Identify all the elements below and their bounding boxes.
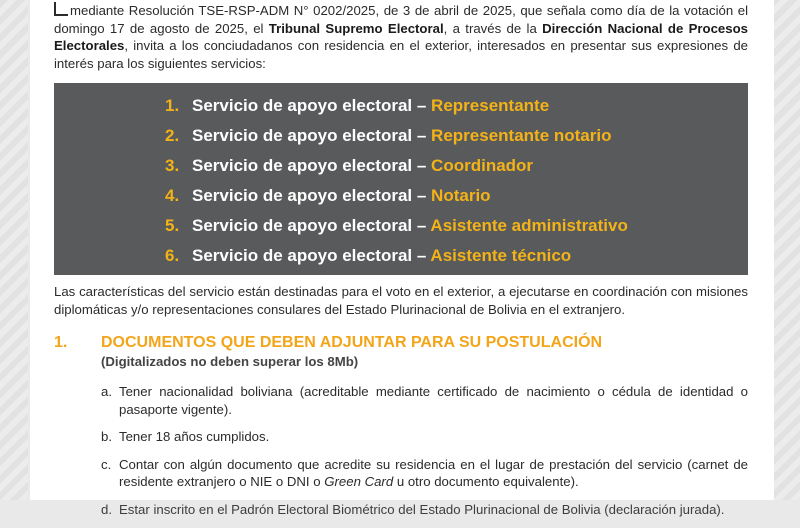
service-item: 5. Servicio de apoyo electoral – Asistente administrativo — [165, 216, 628, 235]
service-item: 2. Servicio de apoyo electoral – Representante notario — [165, 126, 612, 145]
section-number: 1. — [54, 334, 68, 351]
drop-cap — [54, 2, 68, 16]
services-description: Las características del servicio están destinadas para el voto en el exterior, a ejecutarse en coordinación con misiones diplomáticas y/o representaciones consulares del Estado Plurinacional de Bolivia en el extranjero. — [54, 284, 748, 317]
page-border-left — [0, 0, 28, 500]
section-title: DOCUMENTOS QUE DEBEN ADJUNTAR PARA SU POSTULACIÓN — [101, 334, 603, 351]
service-item: 3. Servicio de apoyo electoral – Coordinador — [165, 156, 534, 175]
list-item: b. Tener 18 años cumplidos. — [101, 429, 270, 444]
intro-bold-dnpe: Dirección Nacional de Procesos Electorales — [54, 20, 748, 53]
page-border-right — [772, 0, 800, 500]
service-item: 1. Servicio de apoyo electoral – Representante — [165, 96, 550, 115]
services-box — [54, 83, 748, 275]
requirements-list — [101, 383, 748, 518]
service-item: 4. Servicio de apoyo electoral – Notario — [165, 186, 491, 205]
document-content — [54, 0, 748, 528]
section-heading — [54, 334, 748, 352]
service-item: 6. Servicio de apoyo electoral – Asistente técnico — [165, 246, 572, 265]
intro-bold-tse: Tribunal Supremo Electoral — [268, 20, 444, 36]
list-item: a. Tener nacionalidad boliviana (acreditable mediante certificado de nacimiento o cédula de identidad o pasaporte vigente). — [101, 384, 748, 417]
intro-paragraph: mediante Resolución TSE-RSP-ADM N° 0202/2025, de 3 de abril de 2025, que señala como día de la votación el domingo 17 de agosto de 2025, el Tribunal Supremo Electoral, a través de la Dirección Nacional de Procesos Electorales, invita a los conciudadanos con residencia en el exterior, interesados en presentar sus expresiones de interés para los siguientes servicios: — [54, 3, 748, 71]
section-note: (Digitalizados no deben superar los 8Mb) — [101, 354, 359, 369]
list-item: c. Contar con algún documento que acredite su residencia en el lugar de prestación del servicio (carnet de residente extranjero o NIE o DNI o Green Card u otro documento equivalente). — [101, 456, 748, 489]
list-item: d. Estar inscrito en el Padrón Electoral Biométrico del Estado Plurinacional de Bolivia (declaración jurada). — [101, 501, 725, 517]
